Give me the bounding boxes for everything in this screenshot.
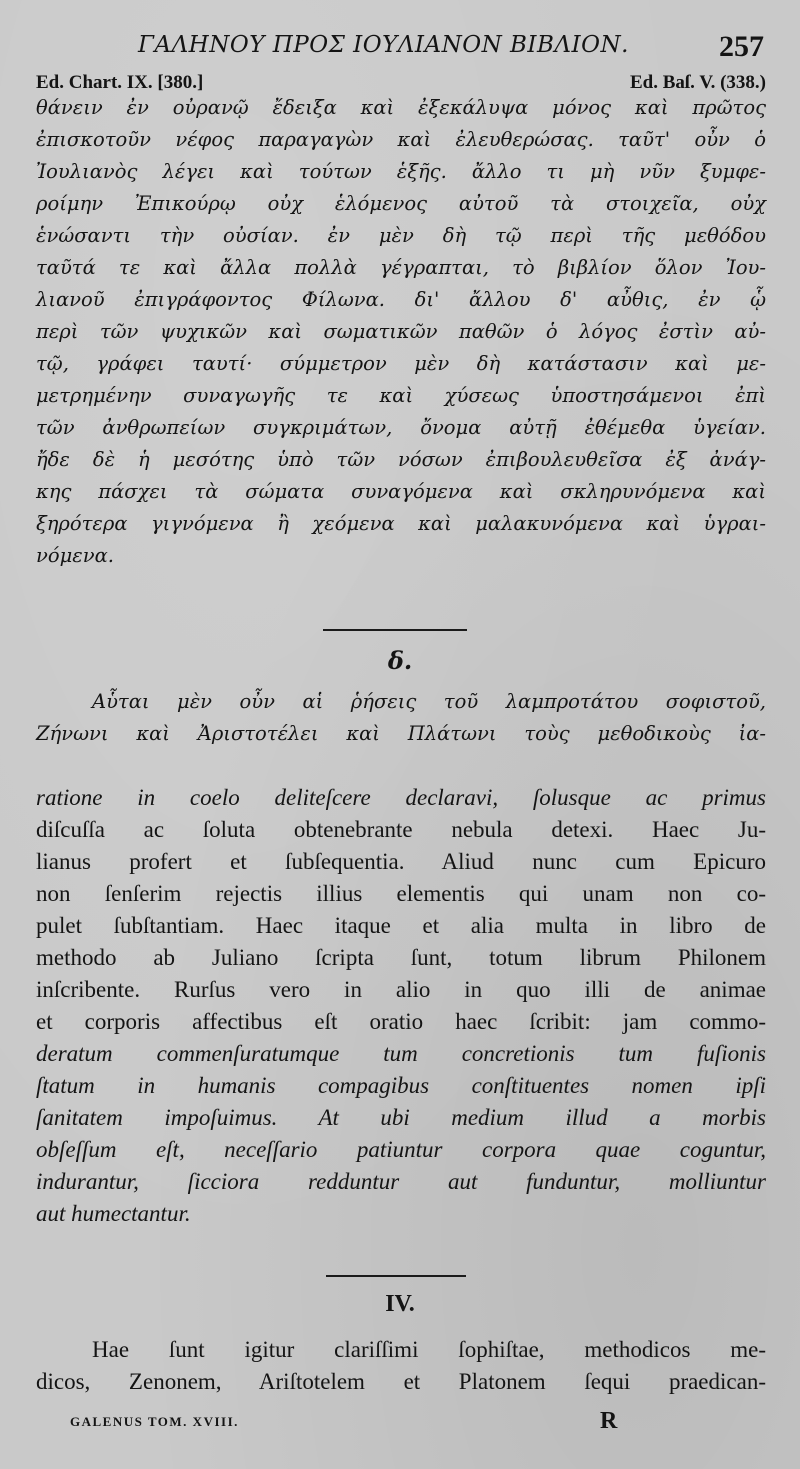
greek-section-numeral: δ. (387, 646, 413, 675)
latin-line-text: ratione in coelo deliteſcere declaravi, ſolusque ac primus (36, 785, 766, 810)
greek-line: κης πάσχει τὰ σώματα συναγόμενα καὶ σκληρυνόμενα καὶ (36, 480, 766, 503)
greek-line: ξηρότερα γιγνόμενα ἢ χεόμενα καὶ μαλακυνόμενα καὶ ὑγραι- (36, 512, 766, 535)
latin-line: diſcuſſa ac ſoluta obtenebrante nebula detexi. Haec Ju- (36, 817, 766, 842)
latin-line (36, 1070, 766, 1102)
greek-line: ροίμην Ἐπικούρῳ οὐχ ἑλόμενος αὐτοῦ τὰ στοιχεῖα, οὐχ (36, 192, 766, 215)
greek-line: Αὗται μὲν οὖν αἱ ῥήσεις τοῦ λαμπροτάτου σοφιστοῦ, (92, 690, 766, 713)
latin-line: inſcribente. Rurſus vero in alio in quo illi de animae (36, 977, 766, 1002)
page-footer (70, 1408, 730, 1438)
running-head (0, 30, 800, 66)
latin-line-text: aut humectantur. (36, 1201, 191, 1226)
latin-line: non ſenſerim rejectis illius elementis qui unam non co- (36, 881, 766, 906)
greek-line: λιανοῦ ἐπιγράφοντος Φίλωνα. δι' ἄλλου δ' αὖθις, ἐν ᾧ (36, 288, 766, 311)
latin-text-block-bottom (36, 1334, 766, 1398)
latin-line-text: deratum commenſuratumque tum concretionis tum fuſionis (36, 1041, 766, 1066)
latin-line-text: ſanitatem impoſuimus. At ubi medium illud a morbis (36, 1105, 766, 1130)
latin-line-text: ſtatum in humanis compagibus conſtituentes nomen ipſi (36, 1073, 766, 1098)
latin-line-text: obſeſſum eſt, neceſſario patiuntur corpora quae coguntur, (36, 1137, 766, 1162)
greek-line: Ζήνωνι καὶ Ἀριστοτέλει καὶ Πλάτωνι τοὺς μεθοδικοὺς ἰα- (36, 722, 766, 745)
latin-line (36, 1102, 766, 1134)
greek-line: ταῦτά τε καὶ ἄλλα πολλὰ γέγραπται, τὸ βιβλίον ὅλον Ἰου- (36, 256, 766, 279)
latin-line: Hae ſunt igitur clariſſimi ſophiſtae, methodicos me- (92, 1337, 766, 1362)
greek-line: Ἰουλιανὸς λέγει καὶ τούτων ἑξῆς. ἄλλο τι μὴ νῦν ξυμφε- (36, 160, 766, 183)
section-divider-rule (326, 1275, 466, 1277)
latin-line: et corporis affectibus eſt oratio haec ſcribit: jam commo- (36, 1009, 766, 1034)
latin-section-numeral: IV. (385, 1291, 415, 1317)
signature-letter: R (600, 1408, 618, 1434)
greek-line: ἤδε δὲ ἡ μεσότης ὑπὸ τῶν νόσων ἐπιβουλευθεῖσα ἐξ ἀνάγ- (36, 448, 766, 471)
latin-line: lianus profert et ſubſequentia. Aliud nunc cum Epicuro (36, 849, 766, 874)
printer-signature: GALENUS TOM. XVIII. (70, 1414, 239, 1429)
latin-line (36, 782, 766, 814)
greek-line: περὶ τῶν ψυχικῶν καὶ σωματικῶν παθῶν ὁ λόγος ἐστὶν αὐ- (36, 320, 766, 343)
greek-line: νόμενα. (36, 544, 114, 567)
latin-text-block-top (36, 782, 766, 1230)
greek-line: ἐπισκοτοῦν νέφος παραγαγὼν καὶ ἐλευθερώσας. ταῦτ' οὖν ὁ (36, 128, 766, 151)
greek-line: ἑνώσαντι τὴν οὐσίαν. ἐν μὲν δὴ τῷ περὶ τῆς μεθόδου (36, 224, 766, 247)
greek-line: τῶν ἀνθρωπείων συγκριμάτων, ὄνομα αὐτῇ ἐθέμεθα ὑγείαν. (36, 416, 766, 439)
latin-line (36, 1166, 766, 1198)
latin-line: methodo ab Juliano ſcripta ſunt, totum librum Philonem (36, 945, 766, 970)
latin-line (36, 1198, 766, 1230)
latin-line-text: indurantur, ſicciora redduntur aut funduntur, molliuntur (36, 1169, 766, 1194)
latin-line (36, 1038, 766, 1070)
greek-text-block-bottom (36, 686, 766, 750)
greek-line: θάνειν ἐν οὐρανῷ ἔδειξα καὶ ἐξεκάλυψα μόνος καὶ πρῶτος (36, 96, 766, 119)
edition-basel-reference: Ed. Baſ. V. (338.) (629, 72, 766, 93)
running-title: ΓΑΛΗΝΟΥ ΠΡΟΣ ΙΟΥΛΙΑΝΟΝ ΒΙΒΛΙΟΝ. (138, 32, 629, 58)
latin-line (36, 1134, 766, 1166)
greek-text-block-top (36, 92, 766, 572)
greek-line: τῷ, γράφει ταυτί· σύμμετρον μὲν δὴ κατάστασιν καὶ με- (36, 352, 766, 375)
section-divider-rule (323, 629, 467, 631)
latin-line: pulet ſubſtantiam. Haec itaque et alia multa in libro de (36, 913, 766, 938)
greek-line: μετρημένην συναγωγῆς τε καὶ χύσεως ὑποστησάμενοι ἐπὶ (36, 384, 766, 407)
latin-line: dicos, Zenonem, Ariſtotelem et Platonem ſequi praedican- (36, 1369, 766, 1394)
page-number: 257 (719, 30, 764, 63)
edition-chartier-reference: Ed. Chart. IX. [380.] (36, 72, 204, 93)
